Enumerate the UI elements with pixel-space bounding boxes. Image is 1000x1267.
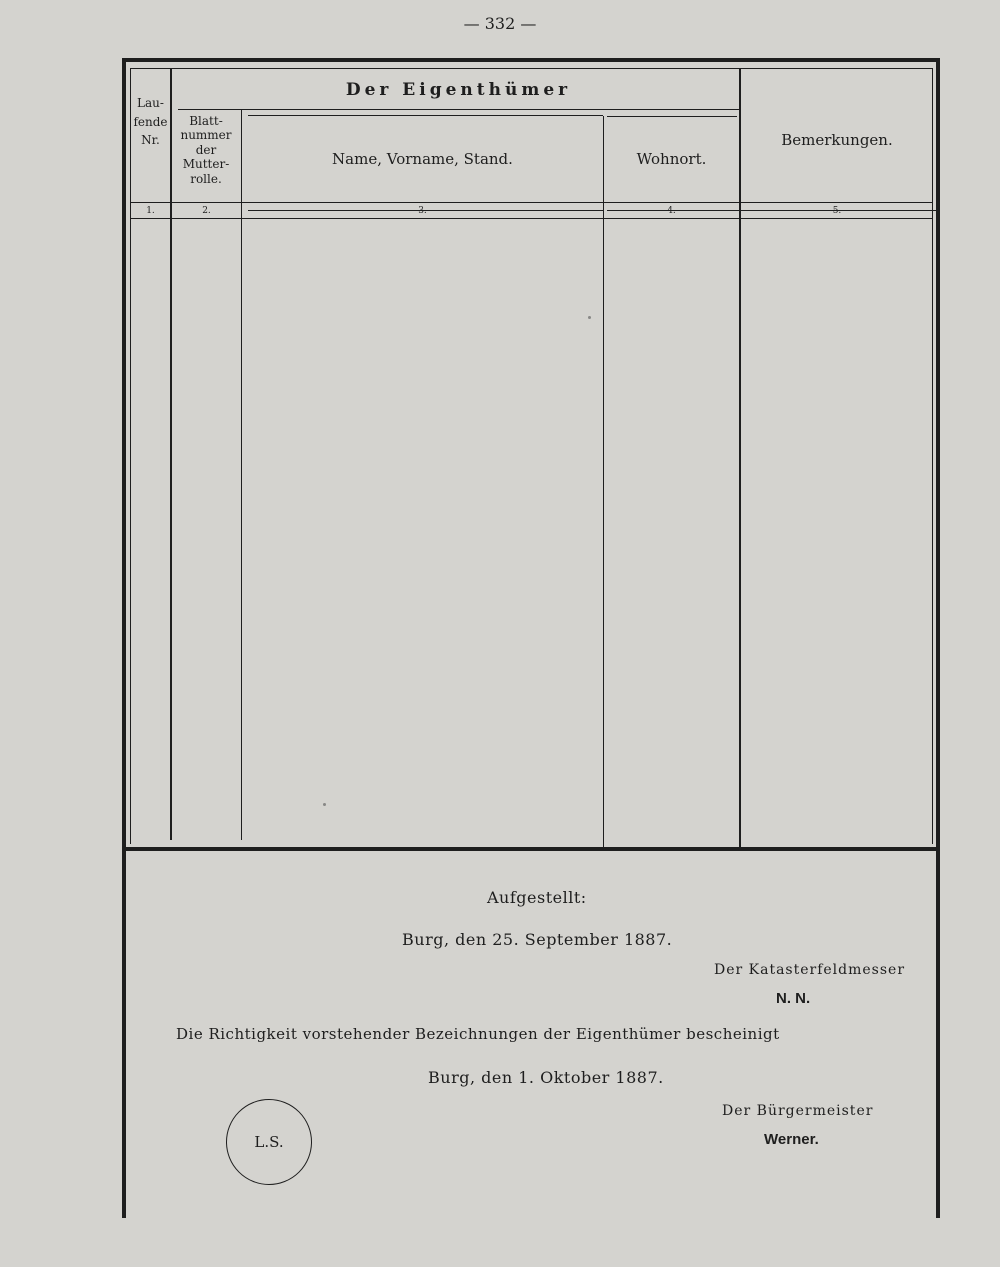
column-number-1: 1. bbox=[146, 206, 155, 216]
table-bottom-border bbox=[124, 847, 938, 851]
column-number-row-top bbox=[130, 202, 933, 203]
aufgestellt-label: Aufgestellt: bbox=[487, 888, 587, 907]
header-name: Name, Vorname, Stand. bbox=[332, 150, 513, 168]
frame-inner-left-line bbox=[130, 68, 131, 844]
column-number-4: 4. bbox=[667, 206, 676, 216]
seal-stamp bbox=[226, 1099, 312, 1185]
katasterfeldmesser-name: N. N. bbox=[776, 990, 811, 1007]
frame-left-border bbox=[122, 58, 126, 1218]
divider-col-2 bbox=[241, 110, 242, 840]
column-number-5: 5. bbox=[832, 206, 842, 216]
certification-text: Die Richtigkeit vorstehender Bezeichnungen der Eigenthümer bescheinigt bbox=[176, 1025, 780, 1043]
subheader-line-col4 bbox=[607, 116, 737, 117]
group-header-underline bbox=[178, 109, 739, 110]
header-bemerkungen: Bemerkungen. bbox=[781, 131, 893, 149]
frame-right-border bbox=[936, 58, 940, 1218]
paper-mark bbox=[588, 316, 591, 319]
header-blattnummer: Blatt- nummer der Mutter- rolle. bbox=[180, 114, 232, 186]
header-laufende-nr: Lau- fende Nr. bbox=[133, 96, 168, 148]
divider-col-3 bbox=[603, 116, 604, 848]
header-wohnort: Wohnort. bbox=[636, 150, 707, 168]
place-date-2: Burg, den 1. Oktober 1887. bbox=[428, 1068, 664, 1087]
column-number-2: 2. bbox=[202, 206, 211, 216]
frame-inner-top-line bbox=[130, 68, 932, 69]
frame-top-border bbox=[122, 58, 940, 62]
frame-inner-right-line bbox=[932, 68, 933, 844]
buergermeister-name: Werner. bbox=[764, 1131, 819, 1148]
subheader-line-col3 bbox=[248, 115, 603, 116]
divider-col-4 bbox=[739, 68, 741, 850]
seal-label: L.S. bbox=[254, 1133, 284, 1151]
katasterfeldmesser-title: Der Katasterfeldmesser bbox=[714, 962, 906, 978]
group-header: Der Eigenthümer bbox=[345, 80, 572, 100]
column-number-row-bottom bbox=[130, 218, 933, 219]
paper-mark bbox=[323, 803, 326, 806]
page-number: — 332 — bbox=[463, 14, 537, 33]
column-number-3: 3. bbox=[418, 206, 427, 216]
place-date-1: Burg, den 25. September 1887. bbox=[402, 930, 673, 949]
buergermeister-title: Der Bürgermeister bbox=[722, 1103, 874, 1119]
